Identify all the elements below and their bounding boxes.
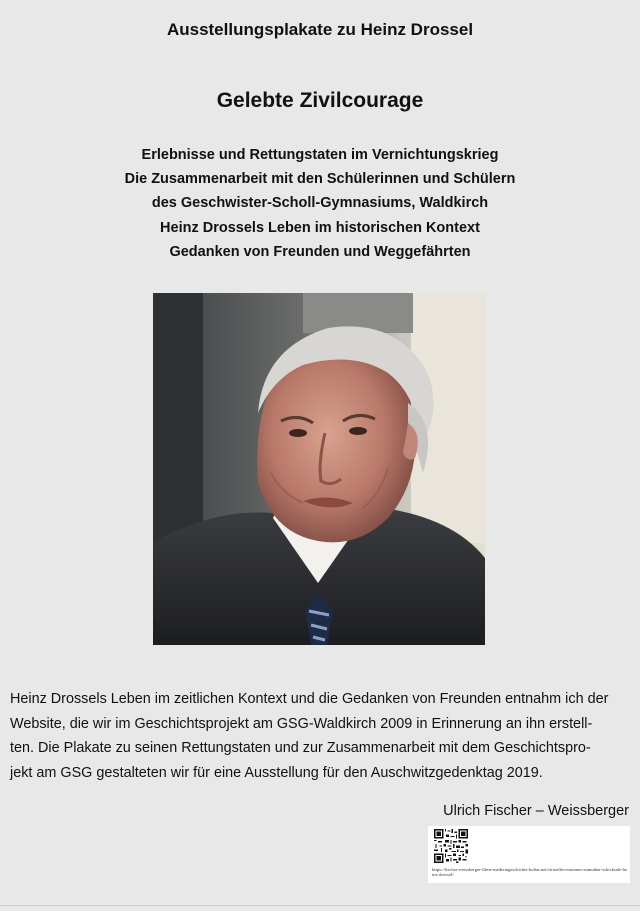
body-line: Heinz Drossels Leben im zeitlichen Kontext und die Gedanken von Freunden entnahm ich der — [10, 691, 609, 707]
author-name: Ulrich Fischer – Weissberger — [443, 803, 629, 819]
body-line: Website, die wir im Geschichtsprojekt am GSG-Waldkirch 2009 in Erinnerung an ihn erstell- — [10, 715, 593, 732]
page-bottom-divider — [0, 905, 640, 906]
subtitle-line: Gedanken von Freunden und Weggefährten — [169, 243, 471, 260]
subtitle-block — [0, 143, 640, 264]
subtitle-line: Erlebnisse und Rettungstaten im Vernichtungskrieg — [141, 147, 499, 163]
subtitle-line: Heinz Drossels Leben im historischen Kontext — [160, 219, 480, 236]
body-line: ten. Die Plakate zu seinen Rettungstaten und zur Zusammenarbeit mit dem Geschichtspro- — [10, 740, 591, 756]
subtitle-line: Die Zusammenarbeit mit den Schülerinnen und Schülern — [124, 171, 516, 188]
portrait-photo — [153, 293, 485, 645]
subtitle-line: des Geschwister-Scholl-Gymnasiums, Waldkirch — [151, 195, 489, 212]
body-paragraph — [10, 687, 630, 785]
top-title: Ausstellungsplakate zu Heinz Drossel — [166, 20, 474, 39]
main-title: Gelebte Zivilcourage — [216, 89, 424, 112]
body-line: jekt am GSG gestalteten wir für eine Ausstellung für den Auschwitzgedenktag 2019. — [10, 764, 543, 781]
qr-code-box[interactable] — [428, 826, 630, 883]
qr-url-text[interactable]: https://fischer-weissberger-filme-medizingeschichte-kultur.net/virtuelles-museum-zumutbar-schicksale-heinz-drossel/ — [432, 867, 627, 878]
